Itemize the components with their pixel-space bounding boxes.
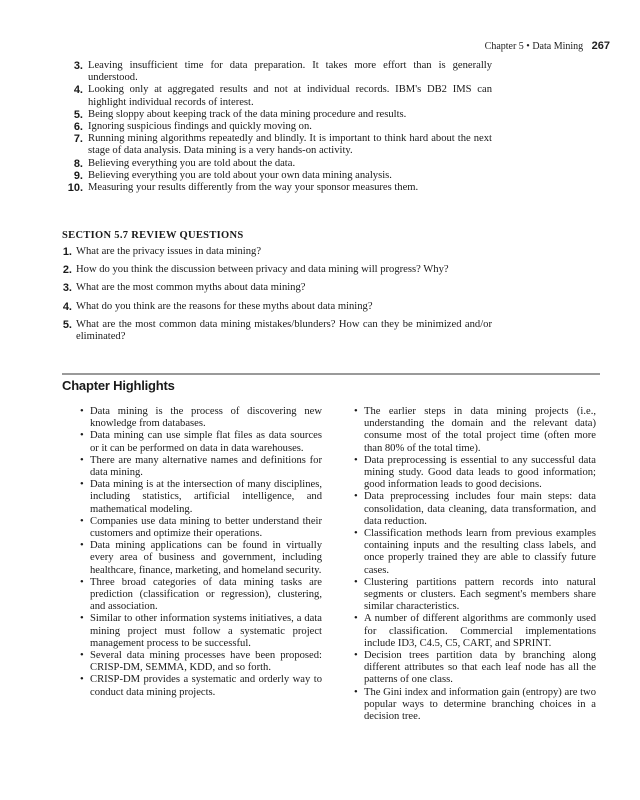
- item-number: 6.: [73, 121, 83, 134]
- item-number: 3.: [62, 282, 72, 295]
- item-text: What are the privacy issues in data mining?: [76, 246, 262, 257]
- chapter-highlights-title: Chapter Highlights: [62, 378, 175, 393]
- item-text: Data mining applications can be found in virtually every area of business and government, including healthcare, finance, marketing, and homeland security.: [90, 540, 322, 576]
- bullet: •: [80, 613, 84, 625]
- item-text: A number of different algorithms are commonly used for classification. Commercial implementations include ID3, C4.5, C5, CART, and SPRINT.: [364, 613, 596, 649]
- item-text: What are the most common myths about data mining?: [76, 282, 306, 294]
- bullet: •: [80, 540, 84, 552]
- item-text: Data mining is at the intersection of many disciplines, including statistics, artificial intelligence, and mathematical modeling.: [90, 479, 322, 515]
- bullet: •: [80, 650, 84, 662]
- list-item: [354, 491, 596, 528]
- list-item: [354, 613, 596, 650]
- item-text: Three broad categories of data mining tasks are prediction (classification or regression), clustering, and association.: [90, 576, 322, 613]
- item-number: 2.: [62, 264, 72, 277]
- item-text: Decision trees partition data by branching along different attributes so that each leaf node has all the patterns of one class.: [364, 650, 596, 686]
- bullet: •: [354, 406, 358, 417]
- mistakes-list: [62, 60, 492, 194]
- item-text: Similar to other information systems initiatives, a data mining project must follow a systematic project management process to be successful.: [90, 613, 322, 649]
- item-number: 4.: [62, 300, 72, 313]
- list-item: [62, 60, 492, 84]
- bullet: •: [354, 454, 358, 466]
- item-text: How do you think the discussion between privacy and data mining will progress? Why?: [76, 264, 449, 276]
- bullet: •: [354, 613, 358, 625]
- list-item: [80, 577, 322, 614]
- item-text: What are the most common data mining mistakes/blunders? How can they be minimized and/or eliminated?: [76, 318, 492, 343]
- section-divider: [62, 373, 600, 375]
- highlights-left-column: [80, 406, 322, 699]
- bullet: •: [80, 454, 84, 466]
- item-text: CRISP-DM provides a systematic and orderly way to conduct data mining projects.: [90, 674, 322, 698]
- list-item: [80, 406, 322, 430]
- item-text: Classification methods learn from previous examples containing inputs and the resulting class labels, and once properly trained they are able to classify future cases.: [364, 528, 596, 576]
- list-item: [62, 158, 492, 170]
- list-item: [62, 121, 492, 133]
- list-item: [62, 301, 492, 313]
- item-text: Believing everything you are told about the data.: [88, 157, 296, 169]
- bullet: •: [80, 430, 84, 442]
- item-text: Believing everything you are told about your own data mining analysis.: [88, 169, 392, 181]
- list-item: [62, 170, 492, 182]
- item-text: Several data mining processes have been proposed: CRISP-DM, SEMMA, KDD, and so forth.: [90, 650, 322, 674]
- item-number: 1.: [62, 246, 72, 258]
- item-text: Data preprocessing includes four main steps: data consolidation, data cleaning, data transformation, and data reduction.: [364, 491, 596, 527]
- bullet: •: [80, 515, 84, 527]
- list-item: [80, 540, 322, 577]
- list-item: [80, 613, 322, 650]
- item-number: 3.: [73, 60, 83, 72]
- item-text: Looking only at aggregated results and not at individual records. IBM's DB2 IMS can highlight individual records of interest.: [88, 84, 492, 108]
- item-text: Clustering partitions pattern records into natural segments or clusters. Each segment's members share similar characteristics.: [364, 576, 596, 613]
- item-text: There are many alternative names and definitions for data mining.: [90, 454, 322, 479]
- list-item: [354, 577, 596, 614]
- list-item: [80, 674, 322, 698]
- item-text: Measuring your results differently from the way your sponsor measures them.: [88, 182, 419, 194]
- list-item: [80, 455, 322, 479]
- item-text: Running mining algorithms repeatedly and blindly. It is important to think hard about the next stage of data analysis. Data mining is a very hands-on activity.: [88, 133, 492, 157]
- list-item: [62, 282, 492, 294]
- item-number: 5.: [62, 318, 72, 331]
- item-text: Companies use data mining to better understand their customers and optimize their operations.: [90, 515, 322, 540]
- item-text: Data mining can use simple flat files as data sources or it can be performed on data in data warehouses.: [90, 430, 322, 454]
- list-item: [354, 687, 596, 724]
- list-item: [80, 650, 322, 674]
- bullet: •: [354, 528, 358, 540]
- list-item: [62, 109, 492, 121]
- list-item: [62, 133, 492, 157]
- list-item: [354, 455, 596, 492]
- list-item: [62, 246, 492, 258]
- section-heading: SECTION 5.7 REVIEW QUESTIONS: [62, 230, 244, 241]
- list-item: [80, 516, 322, 540]
- item-text: Data preprocessing is essential to any successful data mining study. Good data leads to good information; good information leads to good decisions.: [364, 454, 596, 491]
- running-title: Chapter 5 • Data Mining: [484, 41, 584, 52]
- bullet: •: [80, 406, 84, 417]
- item-text: The Gini index and information gain (entropy) are two popular ways to determine branching choices in a decision tree.: [364, 686, 596, 723]
- bullet: •: [354, 576, 358, 588]
- bullet: •: [354, 650, 358, 662]
- item-number: 5.: [73, 108, 83, 121]
- highlights-right-column: [354, 406, 596, 723]
- item-text: The earlier steps in data mining projects (i.e., understanding the domain and the relevant data) consume most of the total project time (often more than 80% of the total time).: [364, 406, 596, 454]
- bullet: •: [354, 686, 358, 698]
- item-text: Data mining is the process of discovering new knowledge from databases.: [90, 406, 322, 430]
- list-item: [354, 650, 596, 687]
- item-number: 4.: [73, 84, 83, 97]
- item-number: 7.: [73, 133, 83, 146]
- list-item: [62, 182, 492, 194]
- item-number: 9.: [73, 169, 83, 182]
- bullet: •: [80, 674, 84, 686]
- list-item: [80, 479, 322, 516]
- bullet: •: [80, 479, 84, 491]
- review-questions-list: [62, 246, 492, 349]
- list-item: [62, 319, 492, 343]
- list-item: [354, 406, 596, 455]
- bullet: •: [354, 491, 358, 503]
- list-item: [354, 528, 596, 577]
- list-item: [62, 84, 492, 108]
- bullet: •: [80, 576, 84, 588]
- item-number: 10.: [67, 182, 83, 195]
- item-text: Ignoring suspicious findings and quickly moving on.: [88, 121, 312, 133]
- running-header: [0, 40, 610, 52]
- item-number: 8.: [73, 157, 83, 170]
- item-text: What do you think are the reasons for these myths about data mining?: [76, 300, 373, 312]
- list-item: [62, 264, 492, 276]
- list-item: [80, 430, 322, 454]
- item-text: Being sloppy about keeping track of the data mining procedure and results.: [88, 108, 407, 120]
- page-number: 267: [591, 40, 610, 52]
- item-text: Leaving insufficient time for data preparation. It takes more effort than is generally understood.: [88, 60, 492, 84]
